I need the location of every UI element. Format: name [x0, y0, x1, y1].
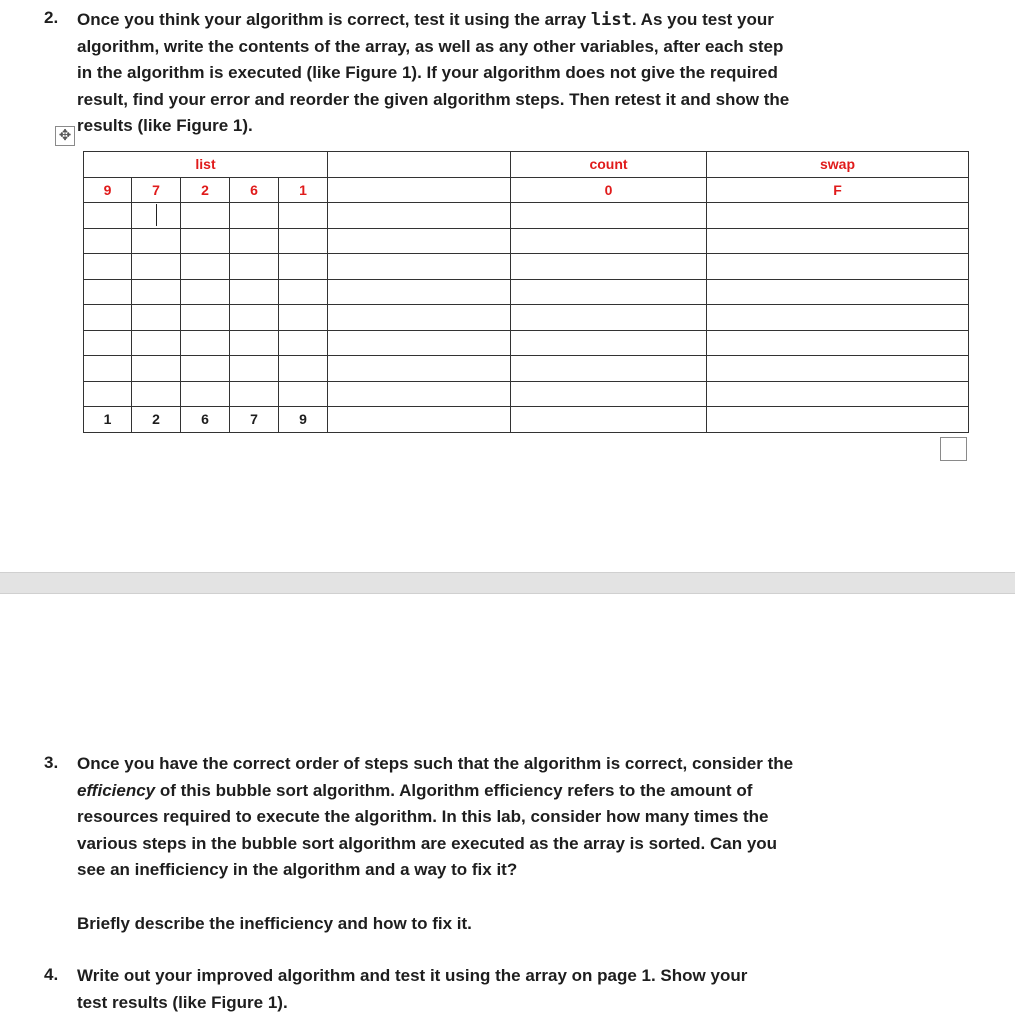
empty-cell[interactable]: [511, 356, 707, 382]
empty-cell[interactable]: [181, 381, 230, 407]
q3-number: 3.: [44, 753, 59, 772]
empty-cell[interactable]: [132, 356, 181, 382]
page-break: [0, 572, 1015, 594]
table-row: [84, 254, 969, 280]
table-header-row: [84, 152, 969, 178]
empty-cell[interactable]: [707, 203, 969, 229]
list-cell: 9: [84, 177, 132, 203]
count-cell[interactable]: [511, 407, 707, 433]
empty-cell[interactable]: [84, 330, 132, 356]
empty-cell[interactable]: [707, 330, 969, 356]
q2-line1b: . As you test your: [631, 10, 774, 29]
table-move-handle-icon[interactable]: ✥: [55, 126, 75, 146]
empty-cell[interactable]: [328, 279, 511, 305]
empty-cell[interactable]: [511, 279, 707, 305]
empty-cell[interactable]: [279, 305, 328, 331]
empty-cell[interactable]: [230, 203, 279, 229]
q2-line1a: Once you think your algorithm is correct, test it using the array: [77, 10, 591, 29]
empty-cell[interactable]: [279, 381, 328, 407]
trace-table: [83, 151, 969, 433]
table-row: [84, 381, 969, 407]
empty-cell[interactable]: [328, 177, 511, 203]
table-resize-handle-icon[interactable]: [940, 437, 967, 461]
q3-line4: various steps in the bubble sort algorithm are executed as the array is sorted. Can you: [77, 833, 778, 853]
empty-cell[interactable]: [132, 279, 181, 305]
empty-cell[interactable]: [279, 228, 328, 254]
q3-prompt: Briefly describe the inefficiency and how to fix it.: [77, 914, 472, 933]
list-cell: 6: [230, 177, 279, 203]
empty-cell[interactable]: [279, 356, 328, 382]
empty-cell[interactable]: [707, 305, 969, 331]
list-cell: 6: [181, 407, 230, 433]
empty-cell[interactable]: [181, 254, 230, 280]
q3-line3: resources required to execute the algorithm. In this lab, consider how many times the: [77, 807, 769, 826]
list-cell: 7: [230, 407, 279, 433]
q3-line1: Once you have the correct order of steps such that the algorithm is correct, consider the: [77, 754, 794, 773]
q2-line5: results (like Figure 1).: [77, 116, 253, 135]
list-cell: 2: [181, 177, 230, 203]
table-row: [84, 228, 969, 254]
q3-line5: see an inefficiency in the algorithm and a way to fix it?: [77, 860, 518, 879]
header-count: count: [511, 152, 707, 178]
list-cell: 1: [84, 407, 132, 433]
empty-cell[interactable]: [181, 279, 230, 305]
empty-cell[interactable]: [84, 203, 132, 229]
empty-cell[interactable]: [328, 330, 511, 356]
empty-cell[interactable]: [181, 203, 230, 229]
empty-cell[interactable]: [84, 254, 132, 280]
header-list: list: [84, 152, 328, 178]
empty-cell[interactable]: [181, 356, 230, 382]
empty-cell[interactable]: [230, 279, 279, 305]
list-cell: 9: [279, 407, 328, 433]
empty-cell[interactable]: [328, 407, 511, 433]
empty-cell[interactable]: [230, 356, 279, 382]
q2-code-list: list: [590, 10, 632, 30]
table-row: [84, 330, 969, 356]
q3-text: [77, 751, 917, 884]
empty-cell[interactable]: [84, 228, 132, 254]
empty-cell[interactable]: [511, 330, 707, 356]
empty-cell[interactable]: [279, 330, 328, 356]
empty-cell[interactable]: [707, 228, 969, 254]
empty-cell[interactable]: [84, 305, 132, 331]
empty-cell[interactable]: [328, 203, 511, 229]
empty-cell[interactable]: [328, 381, 511, 407]
text-cursor-icon: [156, 204, 157, 226]
table-row: [84, 305, 969, 331]
q2-text: [77, 7, 917, 140]
swap-cell[interactable]: [707, 407, 969, 433]
q4-line1: Write out your improved algorithm and test it using the array on page 1. Show your: [77, 966, 748, 985]
empty-cell[interactable]: [707, 279, 969, 305]
empty-cell[interactable]: [328, 228, 511, 254]
empty-cell[interactable]: [328, 305, 511, 331]
empty-cell[interactable]: [279, 279, 328, 305]
empty-cell[interactable]: [511, 254, 707, 280]
empty-cell[interactable]: [132, 330, 181, 356]
table-row: [84, 356, 969, 382]
q2-line2: algorithm, write the contents of the array, as well as any other variables, after each step: [77, 36, 784, 56]
empty-cell[interactable]: [230, 305, 279, 331]
list-cell: 1: [279, 177, 328, 203]
empty-cell[interactable]: [511, 381, 707, 407]
empty-cell[interactable]: [230, 228, 279, 254]
empty-cell[interactable]: [181, 330, 230, 356]
q4-line2: test results (like Figure 1).: [77, 992, 288, 1012]
empty-cell[interactable]: [279, 203, 328, 229]
empty-cell[interactable]: [84, 381, 132, 407]
empty-cell[interactable]: [132, 381, 181, 407]
table-row: [84, 279, 969, 305]
table-row: [84, 203, 969, 229]
empty-cell[interactable]: [279, 254, 328, 280]
empty-cell[interactable]: [181, 305, 230, 331]
count-cell: 0: [511, 177, 707, 203]
q3-line2: of this bubble sort algorithm. Algorithm efficiency refers to the amount of: [155, 780, 753, 800]
empty-cell[interactable]: [707, 381, 969, 407]
empty-cell[interactable]: [132, 228, 181, 254]
q4-text: [77, 963, 917, 1016]
empty-cell[interactable]: [230, 381, 279, 407]
empty-cell[interactable]: [511, 203, 707, 229]
empty-cell[interactable]: [707, 356, 969, 382]
empty-cell[interactable]: [707, 254, 969, 280]
empty-cell[interactable]: [84, 279, 132, 305]
empty-cell[interactable]: [511, 228, 707, 254]
header-spacer[interactable]: [328, 152, 511, 178]
q2-line4: result, find your error and reorder the given algorithm steps. Then retest it and show the: [77, 89, 790, 109]
q3-emphasis: efficiency: [77, 780, 156, 800]
list-cell: 2: [132, 407, 181, 433]
list-cell: 7: [132, 177, 181, 203]
text-cursor-cell[interactable]: [132, 203, 181, 229]
empty-cell[interactable]: [511, 305, 707, 331]
swap-cell: F: [707, 177, 969, 203]
q2-number: 2.: [44, 8, 59, 27]
empty-cell[interactable]: [230, 254, 279, 280]
empty-cell[interactable]: [230, 330, 279, 356]
empty-cell[interactable]: [84, 356, 132, 382]
empty-cell[interactable]: [328, 356, 511, 382]
empty-cell[interactable]: [181, 228, 230, 254]
q2-line3: in the algorithm is executed (like Figure 1). If your algorithm does not give the required: [77, 63, 778, 82]
header-swap: swap: [707, 152, 969, 178]
table-row: [84, 177, 969, 203]
empty-cell[interactable]: [132, 305, 181, 331]
q4-number: 4.: [44, 965, 59, 984]
empty-cell[interactable]: [132, 254, 181, 280]
empty-cell[interactable]: [328, 254, 511, 280]
table-row-final: [84, 407, 969, 433]
